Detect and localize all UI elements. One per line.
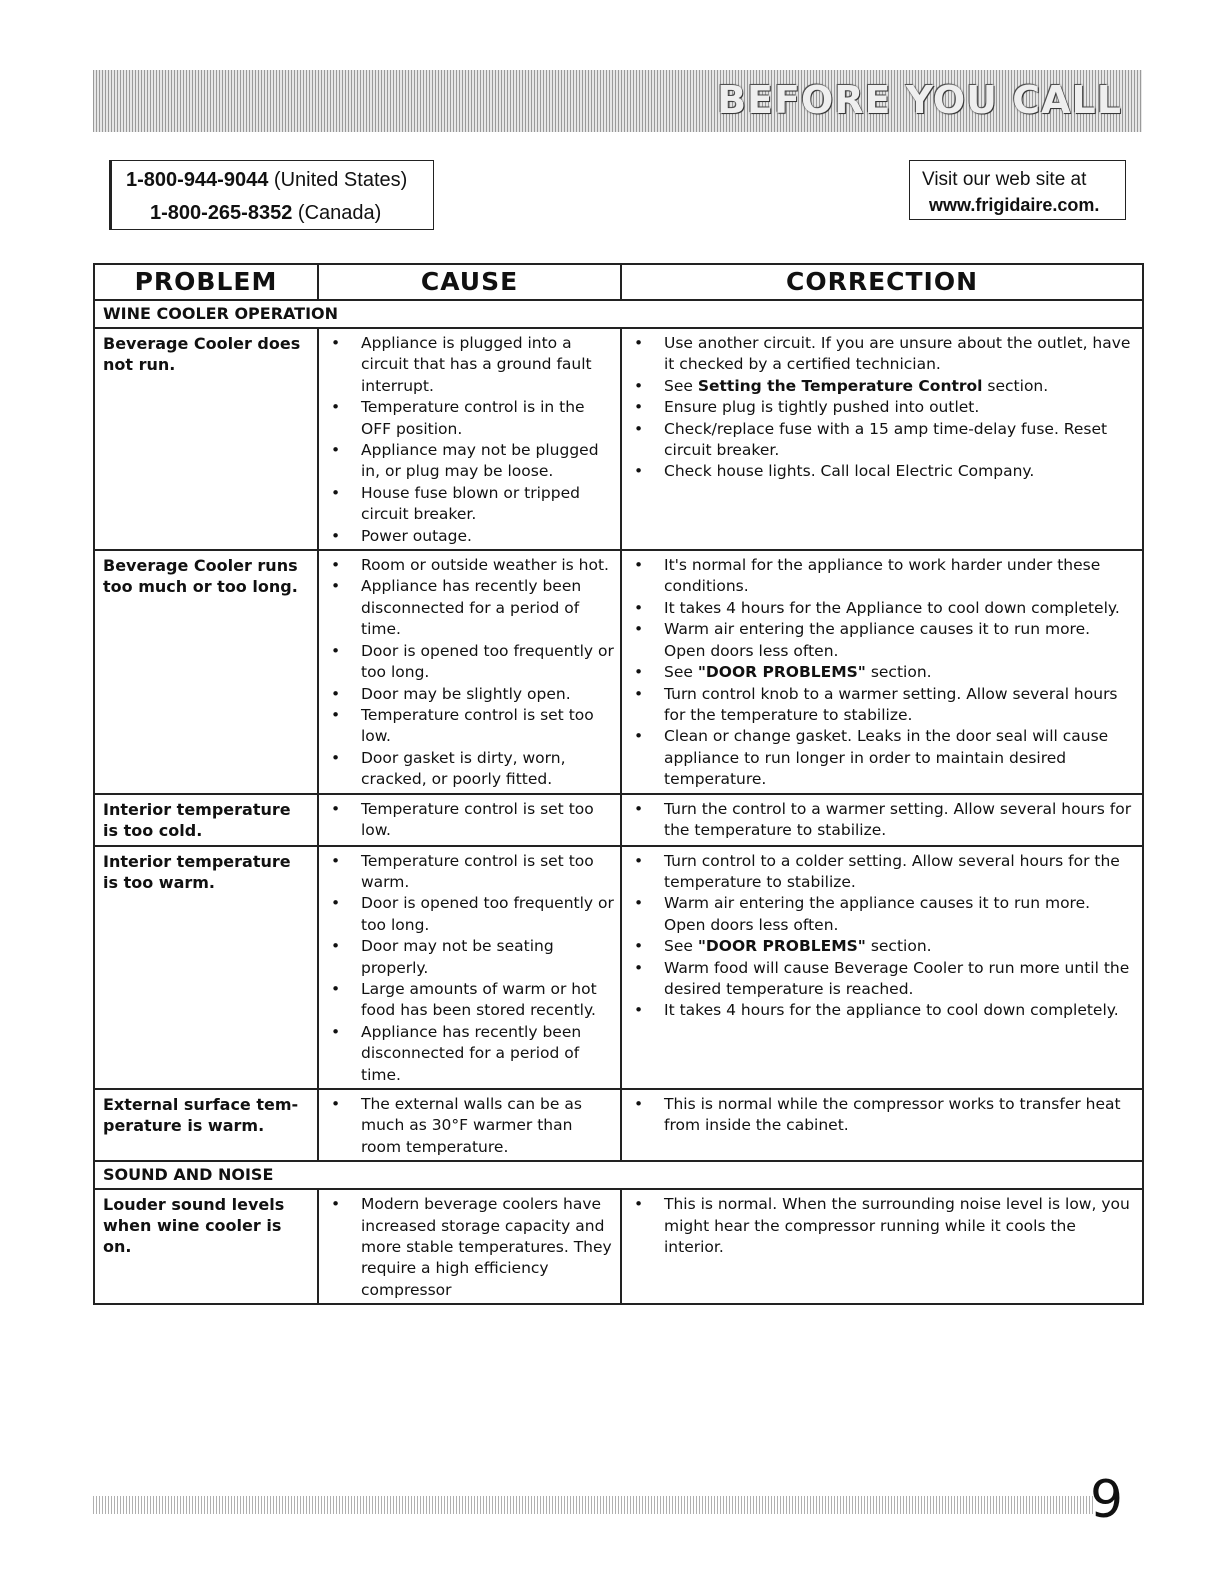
correction-text: Check/replace fuse with a 15 amp time-delay fuse. Reset circuit breaker. [664, 419, 1108, 460]
table-row [94, 846, 1143, 1089]
correction-item [622, 555, 1138, 598]
website-box [909, 160, 1126, 220]
correction-text: See [664, 663, 698, 682]
problem-cell: Louder sound levels when wine cooler is on. [94, 1189, 318, 1304]
cause-item: • Modern beverage coolers have increased storage capacity and more stable temperatures. They require a high efficiency compressor [319, 1194, 616, 1301]
cause-item: • Appliance has recently been disconnected for a period of time. [319, 576, 616, 640]
cause-item: • Door is opened too frequently or too long. [319, 641, 616, 684]
cause-item: • The external walls can be as much as 30°F warmer than room temperature. [319, 1094, 616, 1158]
correction-cell [621, 550, 1143, 793]
correction-item [622, 333, 1138, 376]
table-row [94, 328, 1143, 550]
section-row [94, 300, 1143, 328]
correction-item [622, 1194, 1138, 1258]
correction-text: Turn control knob to a warmer setting. Allow several hours for the temperature to stabilize. [664, 684, 1118, 724]
problem-cell: Beverage Cooler runs too much or too long. [94, 550, 318, 793]
table-row [94, 1089, 1143, 1161]
cause-item: • Appliance is plugged into a circuit that has a ground fault interrupt. [319, 333, 616, 397]
phone-ca-number: 1-800-265-8352 [150, 202, 293, 224]
correction-item [622, 684, 1138, 727]
cause-item: • Door may not be seating properly. [319, 936, 616, 979]
correction-list [622, 1194, 1138, 1258]
cause-item: • Large amounts of warm or hot food has been stored recently. [319, 979, 616, 1022]
cause-item: • Door is opened too frequently or too long. [319, 893, 616, 936]
correction-item [622, 461, 1138, 482]
cause-item: • Temperature control is set too warm. [319, 851, 616, 894]
correction-item [622, 893, 1138, 936]
correction-text: Turn the control to a warmer setting. Allow several hours for the temperature to stabilize. [664, 799, 1132, 839]
correction-item [622, 419, 1138, 462]
correction-reference: "DOOR PROBLEMS" [697, 663, 866, 682]
cause-item: • House fuse blown or tripped circuit breaker. [319, 483, 616, 526]
correction-item [622, 376, 1138, 397]
cause-cell [318, 328, 621, 550]
phone-ca-line [150, 202, 381, 225]
header-correction: CORRECTION [621, 264, 1143, 300]
correction-item [622, 1000, 1138, 1021]
correction-list [622, 1094, 1138, 1137]
page-number: 9 [1090, 1470, 1124, 1530]
website-url: www.frigidaire.com. [929, 195, 1100, 215]
cause-cell [318, 1189, 621, 1304]
phone-contact-box [109, 160, 434, 230]
cause-item: • Appliance has recently been disconnected for a period of time. [319, 1022, 616, 1086]
correction-item [622, 936, 1138, 957]
cause-list [319, 555, 616, 790]
correction-text: Ensure plug is tightly pushed into outlet. [664, 398, 980, 417]
correction-text: Warm air entering the appliance causes it to run more. Open doors less often. [664, 620, 1091, 660]
footer-bar [93, 1488, 1153, 1522]
phone-us-line [126, 169, 407, 192]
cause-cell [318, 1089, 621, 1161]
cause-cell [318, 550, 621, 793]
correction-text: This is normal while the compressor works to transfer heat from inside the cabinet. [664, 1095, 1121, 1135]
problem-cell: External surface tem-perature is warm. [94, 1089, 318, 1161]
cause-item: • Appliance may not be plugged in, or plug may be loose. [319, 440, 616, 483]
correction-reference: "DOOR PROBLEMS" [697, 937, 866, 956]
section-row [94, 1161, 1143, 1189]
correction-text: Use another circuit. If you are unsure about the outlet, have it checked by a certified technician. [664, 334, 1131, 374]
correction-item [622, 598, 1138, 619]
correction-text: Warm food will cause Beverage Cooler to run more until the desired temperature is reached. [664, 958, 1130, 998]
cause-list [319, 799, 616, 842]
correction-list [622, 799, 1138, 842]
correction-cell [621, 794, 1143, 846]
correction-item [622, 958, 1138, 1001]
troubleshooting-table [93, 263, 1144, 1305]
correction-list [622, 555, 1138, 790]
correction-reference: Setting the Temperature Control [697, 376, 983, 395]
correction-cell [621, 328, 1143, 550]
cause-list [319, 851, 616, 1086]
table-row [94, 550, 1143, 793]
table-header-row [94, 264, 1143, 300]
phone-us-label: (United States) [273, 169, 408, 191]
phone-ca-label: (Canada) [297, 202, 382, 224]
cause-item: • Door gasket is dirty, worn, cracked, or poorly fitted. [319, 748, 616, 791]
cause-cell [318, 794, 621, 846]
correction-item [622, 619, 1138, 662]
cause-item: • Power outage. [319, 526, 616, 547]
website-intro: Visit our web site at [922, 169, 1087, 190]
correction-item [622, 851, 1138, 894]
correction-text-end: section. [982, 376, 1049, 395]
cause-item: • Room or outside weather is hot. [319, 555, 616, 576]
table-row [94, 1189, 1143, 1304]
problem-cell: Beverage Cooler does not run. [94, 328, 318, 550]
cause-list [319, 333, 616, 547]
correction-cell [621, 1089, 1143, 1161]
header-cause: CAUSE [318, 264, 621, 300]
correction-item [622, 1094, 1138, 1137]
header-banner [93, 70, 1142, 132]
problem-cell: Interior temperature is too cold. [94, 794, 318, 846]
correction-text-end: section. [865, 937, 932, 956]
cause-list [319, 1094, 616, 1158]
table-body [94, 300, 1143, 1304]
correction-text: See [664, 937, 698, 956]
correction-list [622, 333, 1138, 483]
correction-text: It's normal for the appliance to work harder under these conditions. [664, 556, 1101, 596]
correction-text: Turn control to a colder setting. Allow several hours for the temperature to stabilize. [664, 851, 1120, 891]
correction-item [622, 662, 1138, 683]
cause-item: • Temperature control is set too low. [319, 799, 616, 842]
table-row [94, 794, 1143, 846]
correction-text: See [664, 376, 698, 395]
correction-item [622, 726, 1138, 790]
correction-item [622, 397, 1138, 418]
correction-text: It takes 4 hours for the appliance to cool down completely. [664, 1001, 1119, 1020]
header-problem: PROBLEM [94, 264, 318, 300]
correction-text: Clean or change gasket. Leaks in the door seal will cause appliance to run longer in order to maintain desired temperature. [664, 727, 1109, 789]
section-heading: SOUND AND NOISE [94, 1161, 1143, 1189]
correction-text: Warm air entering the appliance causes it to run more. Open doors less often. [664, 894, 1091, 934]
correction-cell [621, 1189, 1143, 1304]
problem-cell: Interior temperature is too warm. [94, 846, 318, 1089]
correction-list [622, 851, 1138, 1022]
page-title: BEFORE YOU CALL [717, 78, 1122, 122]
cause-cell [318, 846, 621, 1089]
correction-cell [621, 846, 1143, 1089]
section-heading: WINE COOLER OPERATION [94, 300, 1143, 328]
phone-us-number: 1-800-944-9044 [126, 169, 269, 191]
correction-text: This is normal. When the surrounding noise level is low, you might hear the compressor running while it cools the interior. [664, 1195, 1130, 1257]
cause-item: • Door may be slightly open. [319, 684, 616, 705]
correction-text-end: section. [865, 663, 932, 682]
correction-text: Check house lights. Call local Electric Company. [664, 462, 1035, 481]
cause-item: • Temperature control is in the OFF position. [319, 397, 616, 440]
cause-list [319, 1194, 616, 1301]
correction-item [622, 799, 1138, 842]
cause-item: • Temperature control is set too low. [319, 705, 616, 748]
correction-text: It takes 4 hours for the Appliance to cool down completely. [664, 598, 1120, 617]
